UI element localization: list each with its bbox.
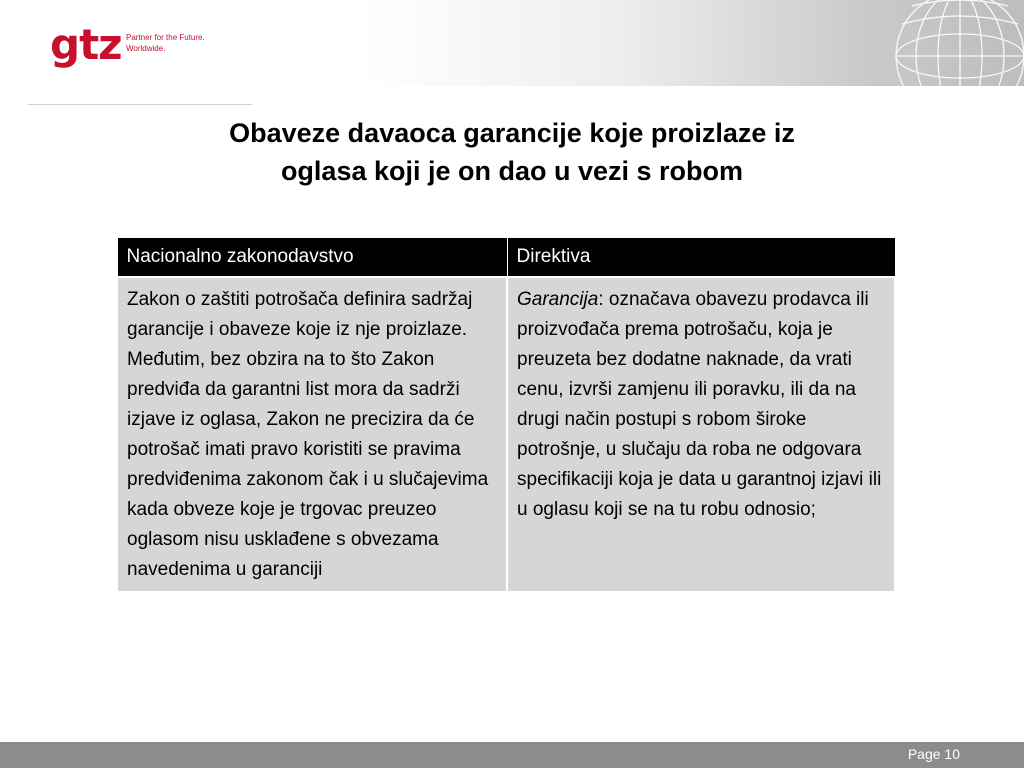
footer-bar [0,742,1024,768]
term-garancija: Garancija [517,289,599,310]
cell-nacionalno: Zakon o zaštiti potrošača definira sadržaj garancije i obaveze koje iz nje proizlaze. Međutim, bez obzira na to što Zakon predviđa da garantni list mora da sadrži izjave iz oglasa, Zakon ne precizira da će potrošač imati pravo koristiti se pravima predviđenima zakonom čak i u slučajevima kada obveze koje je trgovac preuzeo oglasom nisu usklađene s obvezama navedenima u garanciji [117,277,507,592]
logo-tagline-line1: Partner for the Future. [126,33,205,42]
header-nacionalno: Nacionalno zakonodavstvo [117,238,507,278]
table-header-row [117,238,895,278]
logo-tagline [126,32,205,54]
page-title [100,114,924,190]
comparison-table [116,237,896,593]
page-number: Page 10 [907,746,960,762]
definition-text: : označava obavezu prodavca ili proizvođača prema potrošaču, koja je preuzeta bez dodatne naknade, da vrati cenu, izvrši zamjenu ili poravku, ili da na drugi način postupi s robom široke potrošnje, u slučaju da roba ne odgovara specifikaciji koja je data u garantnoj izjavi ili u oglasu koji se na tu robu odnosio; [517,289,882,520]
header-divider [28,104,252,105]
title-line-1: Obaveze davaoca garancije koje proizlaze iz [229,118,795,148]
header-direktiva: Direktiva [507,238,895,278]
table-row [117,277,895,592]
logo-wordmark: gtz [50,20,122,69]
cell-direktiva [507,277,895,592]
globe-icon [888,0,1024,94]
title-line-2: oglasa koji je on dao u vezi s robom [280,156,744,186]
logo-tagline-line2: Worldwide. [126,44,166,53]
